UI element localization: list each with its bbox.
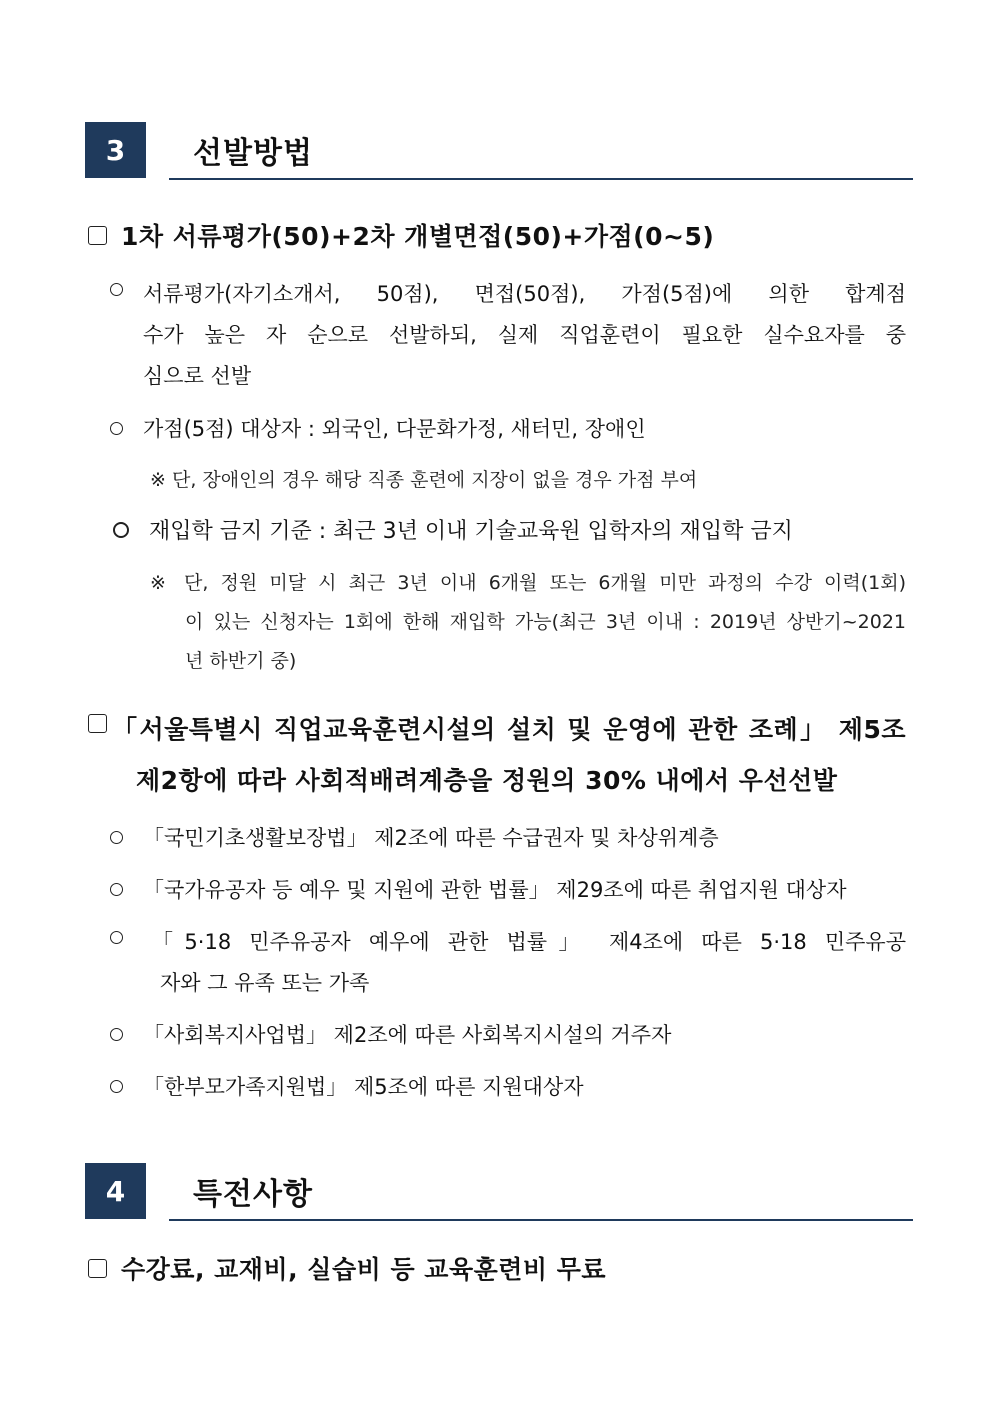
- p3-text: 재입학 금지 기준 : 최근 3년 이내 기술교육원 입학자의 재입학 금지: [149, 519, 793, 544]
- circle-bullet-icon: [110, 931, 123, 944]
- bullet-p2: [110, 413, 646, 443]
- section-divider: [169, 178, 913, 180]
- priority-item: [110, 1019, 671, 1049]
- priority-item-text: 「사회복지사업법」 제2조에 따른 사회복지시설의 거주자: [143, 1023, 672, 1047]
- method-heading-text: 1차 서류평가(50)+2차 개별면접(50)+가점(0~5): [121, 222, 715, 251]
- p1-line-2: 수가 높은 자 순으로 선발하되, 실제 직업훈련이 필요한 실수요자를 중: [143, 323, 906, 347]
- checkbox-icon: [88, 226, 107, 245]
- circle-bullet-icon: [110, 1028, 123, 1041]
- note-2-line-1: ※ 단, 정원 미달 시 최근 3년 이내 6개월 또는 6개월 미만 과정의 수강 이력(1회): [150, 572, 906, 594]
- priority-item: [110, 822, 719, 852]
- checkbox-icon: [88, 714, 107, 733]
- section-title: 선발방법: [193, 136, 313, 171]
- circle-bullet-icon: [110, 422, 123, 435]
- benefit-item: [88, 1250, 606, 1286]
- priority-item: [110, 1071, 584, 1101]
- note-2-line-3: 년 하반기 중): [185, 650, 297, 672]
- checkbox-icon: [88, 1259, 107, 1278]
- note-1: ※ 단, 장애인의 경우 해당 직종 훈련에 지장이 없을 경우 가점 부여: [150, 469, 698, 491]
- circle-bullet-icon: [110, 1080, 123, 1093]
- section-title: 특전사항: [193, 1177, 313, 1212]
- priority-item-text: 「국가유공자 등 예우 및 지원에 관한 법률」 제29조에 따른 취업지원 대상자: [143, 878, 847, 902]
- section-divider: [169, 1219, 913, 1221]
- method-heading: [88, 217, 714, 253]
- priority-item: [110, 926, 143, 950]
- bullet-p3: [113, 514, 793, 545]
- p1-line-3: 심으로 선발: [143, 364, 252, 388]
- priority-item: [110, 874, 846, 904]
- section-3-header: [85, 122, 913, 180]
- section-number: 4: [85, 1163, 146, 1219]
- circle-bullet-icon: [110, 283, 123, 296]
- circle-bullet-icon: [110, 883, 123, 896]
- p1-line-1: 서류평가(자기소개서, 50점), 면접(50점), 가점(5점)에 의한 합계점: [143, 282, 906, 306]
- priority-item-text: 「한부모가족지원법」 제5조에 따른 지원대상자: [143, 1075, 584, 1099]
- benefit-item-text: 수강료, 교재비, 실습비 등 교육훈련비 무료: [121, 1255, 607, 1284]
- note-2-line-2: 이 있는 신청자는 1회에 한해 재입학 가능(최근 3년 이내 : 2019년 상반기~2021: [185, 611, 906, 633]
- priority-item-text-cont: 자와 그 유족 또는 가족: [160, 971, 370, 995]
- bullet-p1: [110, 278, 143, 302]
- priority-item-text: 「5·18 민주유공자 예우에 관한 법률」 제4조에 따른 5·18 민주유공: [152, 930, 906, 954]
- circle-bullet-icon: [113, 522, 129, 538]
- section-number: 3: [85, 122, 146, 178]
- priority-heading: [88, 710, 111, 739]
- section-4-header: [85, 1163, 913, 1221]
- priority-heading-line-1: 「서울특별시 직업교육훈련시설의 설치 및 운영에 관한 조례」 제5조: [112, 715, 906, 744]
- circle-bullet-icon: [110, 831, 123, 844]
- priority-item-text: 「국민기초생활보장법」 제2조에 따른 수급권자 및 차상위계층: [143, 826, 719, 850]
- p2-text: 가점(5점) 대상자 : 외국인, 다문화가정, 새터민, 장애인: [143, 417, 646, 441]
- priority-heading-line-2: 제2항에 따라 사회적배려계층을 정원의 30% 내에서 우선선발: [136, 766, 838, 795]
